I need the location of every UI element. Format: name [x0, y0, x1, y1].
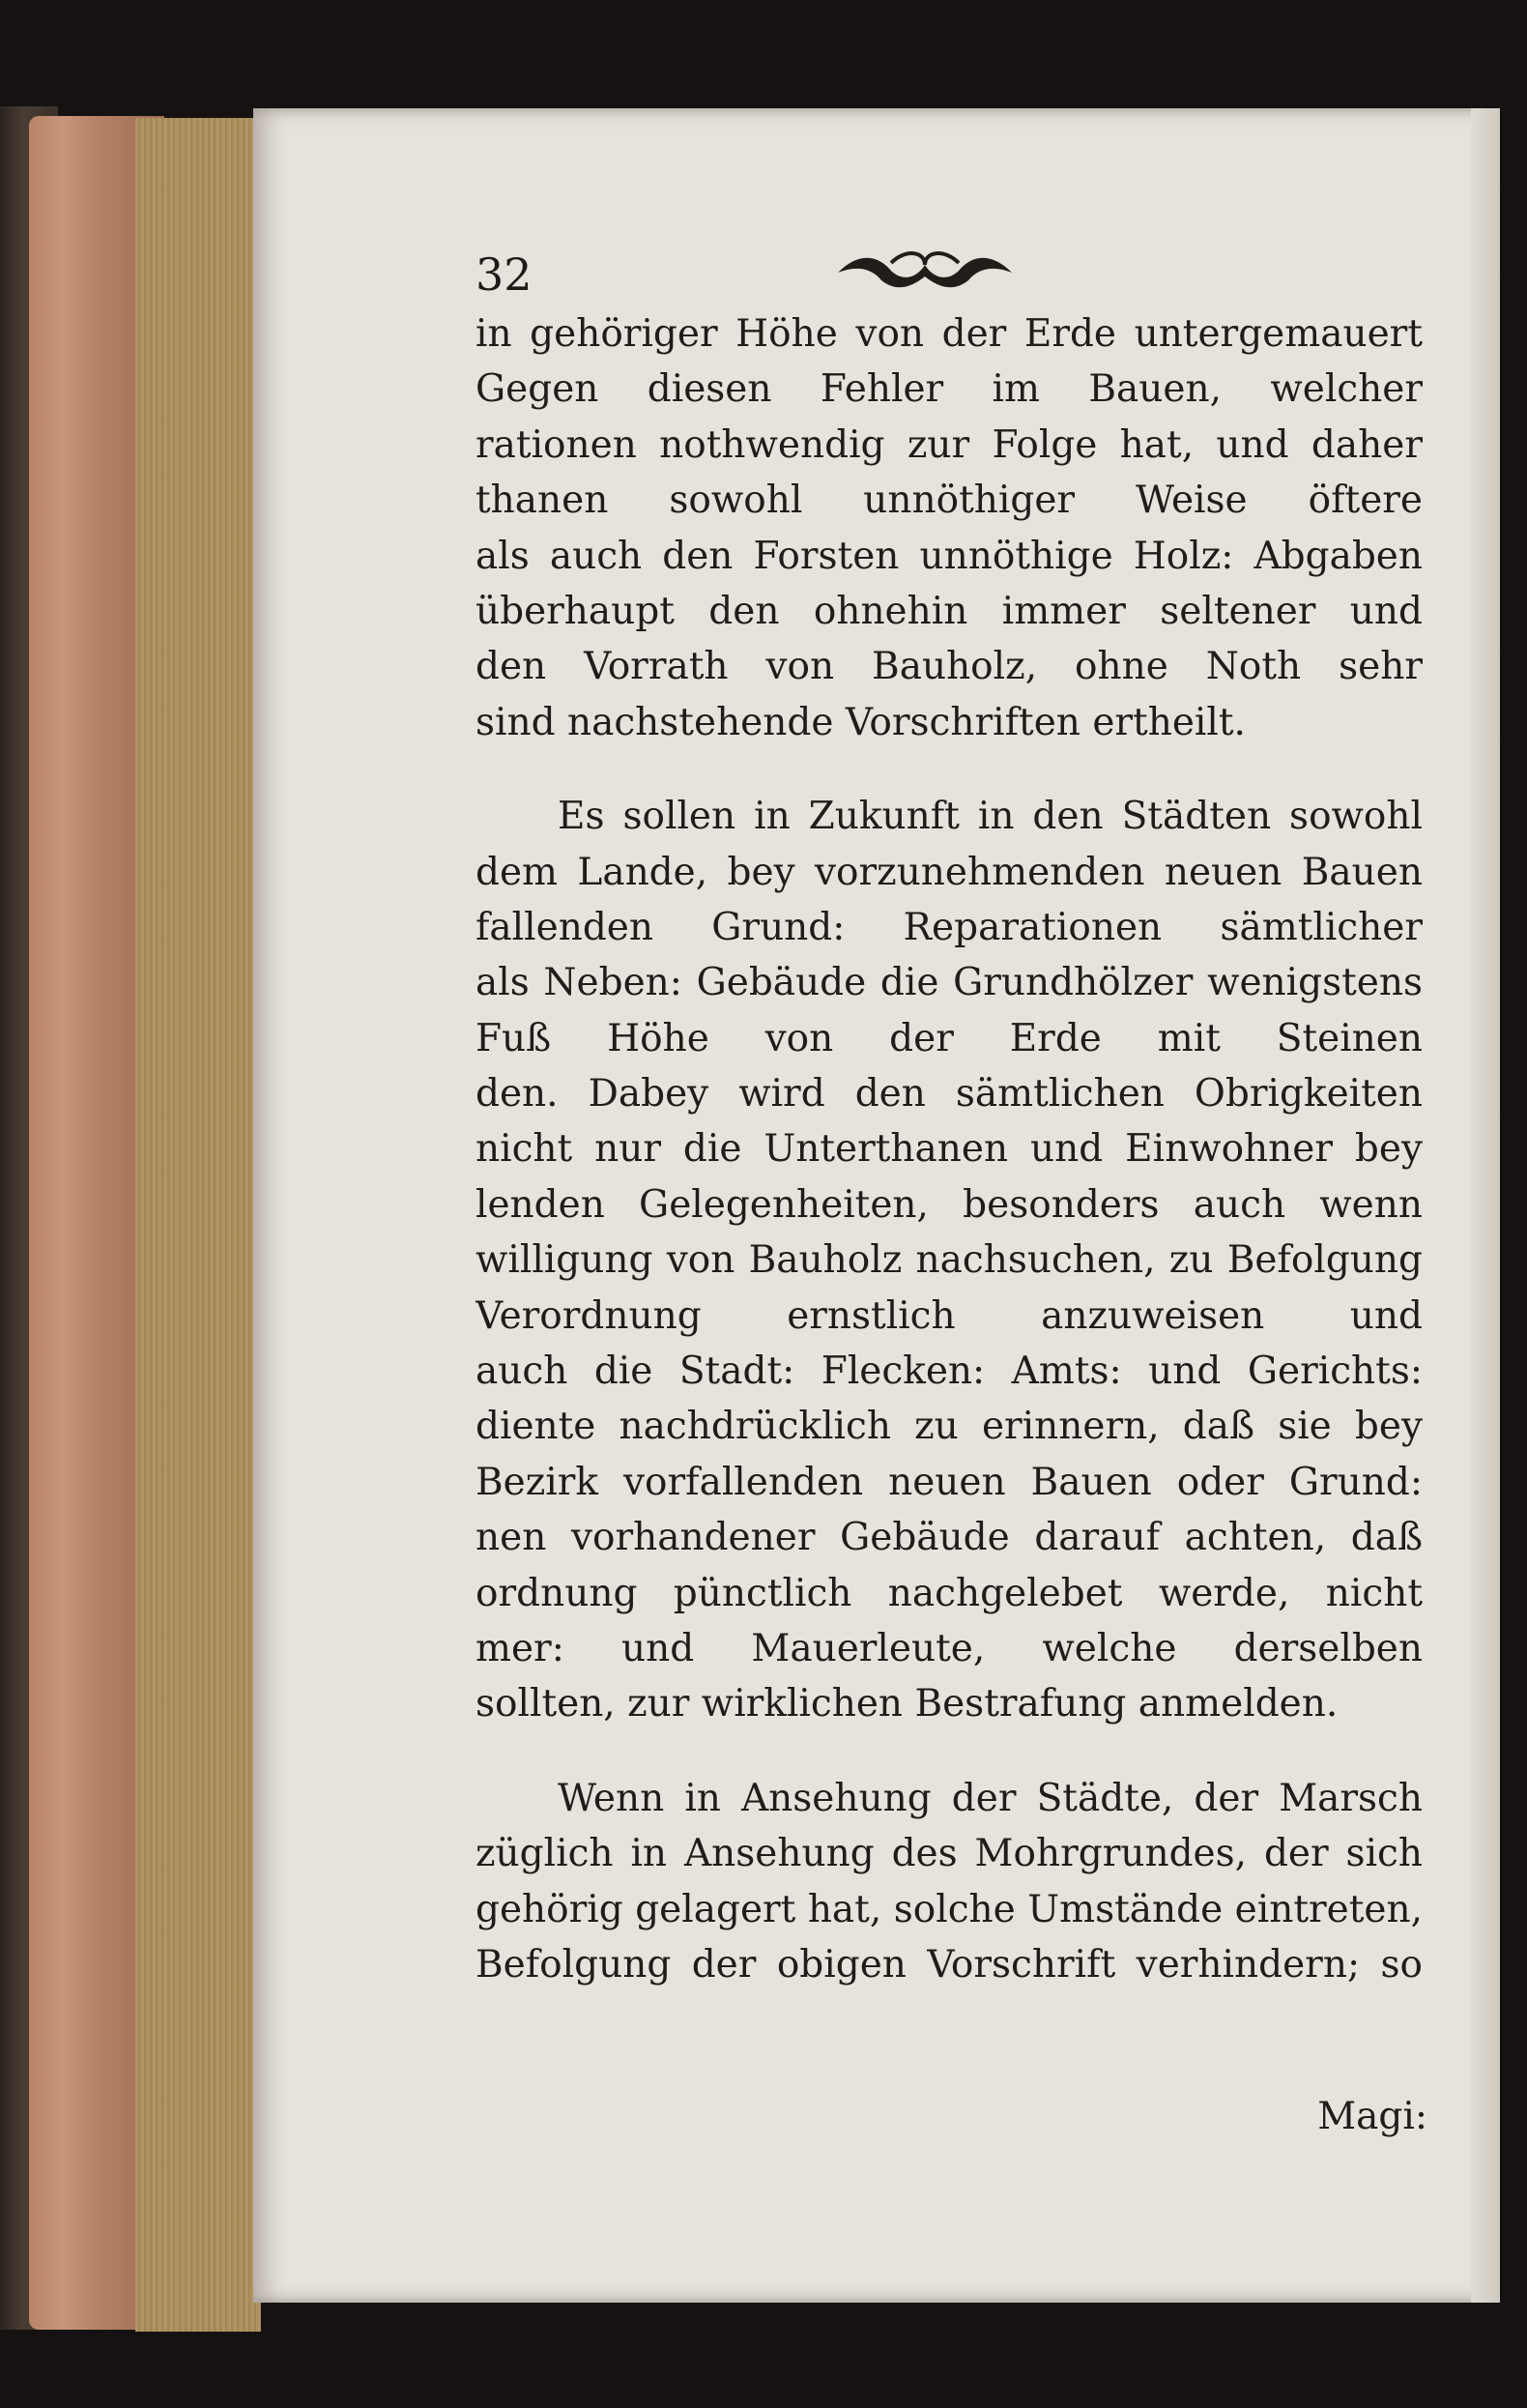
text-line: nicht nur die Unterthanen und Einwohner bey: [475, 1127, 1423, 1172]
text-line: Es sollen in Zukunft in den Städten sowohl: [558, 795, 1423, 839]
text-line: als Neben: Gebäude die Grundhölzer wenigstens: [475, 961, 1423, 1005]
text-line: willigung von Bauholz nachsuchen, zu Befolgung: [475, 1238, 1423, 1283]
text-line: Fuß Höhe von der Erde mit Steinen: [475, 1016, 1423, 1060]
text-line: den Vorrath von Bauholz, ohne Noth sehr: [475, 645, 1423, 689]
text-line: in gehöriger Höhe von der Erde untergemauert: [475, 312, 1423, 356]
page-body-text: [475, 306, 1423, 1992]
text-line: Verordnung ernstlich anzuweisen und: [475, 1293, 1423, 1338]
text-line: Wenn in Ansehung der Städte, der Marsch: [558, 1776, 1423, 1820]
text-line: thanen sowohl unnöthiger Weise öftere: [475, 479, 1423, 523]
page-right-edge: [1471, 108, 1500, 2303]
text-line: überhaupt den ohnehin immer seltener und: [475, 589, 1423, 633]
text-line: mer: und Mauerleute, welche derselben: [475, 1626, 1423, 1670]
text-line: sollten, zur wirklichen Bestrafung anmelden.: [475, 1682, 1339, 1726]
text-line: Befolgung der obigen Vorschrift verhindern; so: [475, 1942, 1423, 1987]
text-line: Bezirk vorfallenden neuen Bauen oder Grund:: [475, 1460, 1423, 1504]
page-block-edge: [135, 118, 261, 2332]
text-line: ordnung pünctlich nachgelebet werde, nicht: [475, 1571, 1423, 1615]
text-line: dem Lande, bey vorzunehmenden neuen Bauen: [475, 850, 1423, 894]
page-number: 32: [475, 248, 533, 301]
text-line: rationen nothwendig zur Folge hat, und daher: [475, 422, 1423, 467]
paragraph-gap: [475, 1732, 1423, 1771]
text-line: gehörig gelagert hat, solche Umstände eintreten,: [475, 1887, 1423, 1931]
text-line: nen vorhandener Gebäude darauf achten, daß: [475, 1516, 1423, 1560]
text-line: Gegen diesen Fehler im Bauen, welcher: [475, 367, 1423, 412]
text-line: auch die Stadt: Flecken: Amts: und Gerichts:: [475, 1349, 1423, 1394]
text-line: diente nachdrücklich zu erinnern, daß sie bey: [475, 1405, 1423, 1449]
text-line: züglich in Ansehung des Mohrgrundes, der sich: [475, 1832, 1423, 1876]
book-page: [253, 108, 1500, 2303]
catchword: Magi:: [1317, 2095, 1427, 2138]
text-line: den. Dabey wird den sämtlichen Obrigkeiten: [475, 1072, 1423, 1117]
ornament-icon: [833, 244, 1017, 302]
text-line: als auch den Forsten unnöthige Holz: Abgaben: [475, 534, 1423, 578]
page-header: [475, 239, 1345, 306]
text-line: fallenden Grund: Reparationen sämtlicher: [475, 905, 1423, 949]
text-line: lenden Gelegenheiten, besonders auch wenn: [475, 1182, 1423, 1227]
text-line: sind nachstehende Vorschriften ertheilt.: [475, 700, 1246, 744]
paragraph-gap: [475, 750, 1423, 789]
